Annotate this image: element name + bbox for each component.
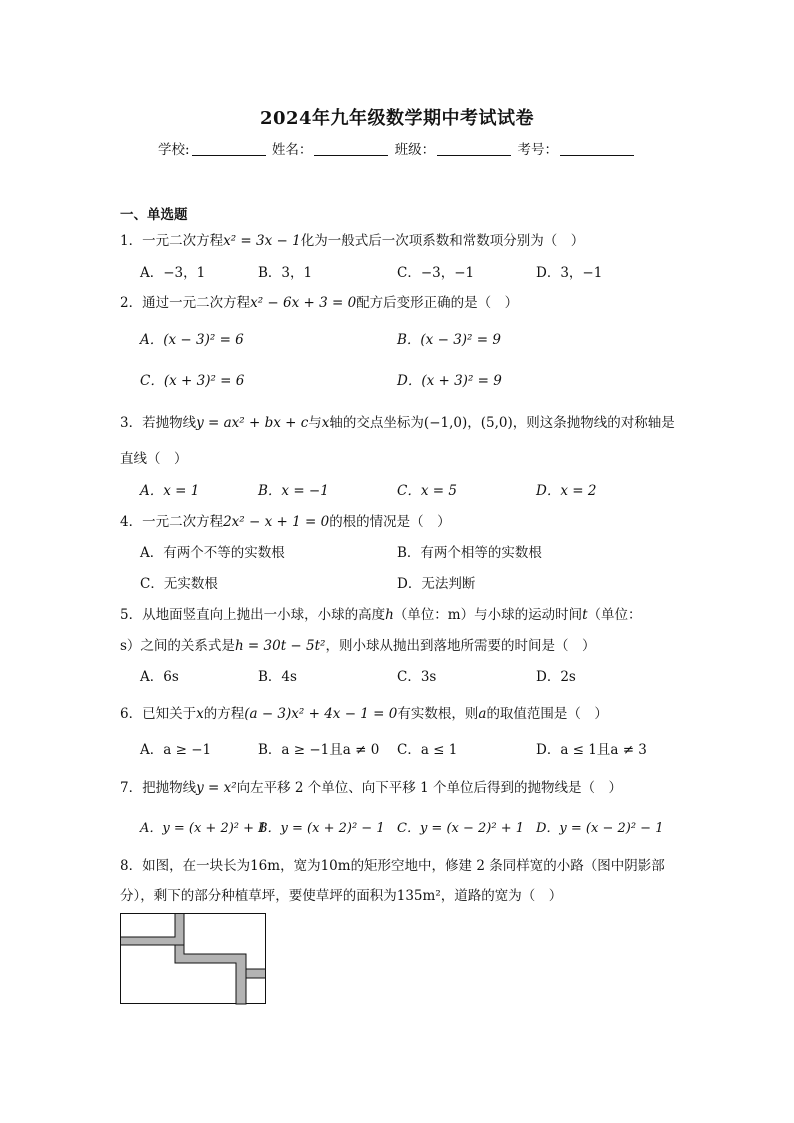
question-text: （单位： (587, 607, 642, 623)
option-d[interactable]: D．y = (x − 2)² − 1 (536, 821, 664, 836)
question-text: ，宽为 (280, 858, 321, 874)
option-c[interactable]: C．x = 5 (397, 483, 457, 499)
question-text: 化为一般式后一次项系数和常数项分别为（ ） (300, 233, 585, 249)
option-c[interactable]: C．−3，−1 (397, 265, 475, 281)
question-text: 一元二次方程 (142, 514, 224, 530)
question-1 (120, 229, 584, 249)
math-expression: (a − 3)x² + 4x − 1 = 0 (244, 706, 398, 722)
question-3-continuation: 直线（ ） (120, 451, 188, 467)
option-d[interactable]: D．a ≤ 1且a ≠ 3 (536, 742, 647, 758)
school-label: 学校: (158, 142, 190, 158)
question-2 (120, 291, 518, 311)
question-text: 轴的交点坐标为 (329, 415, 424, 431)
question-text: 若抛物线 (142, 415, 197, 431)
student-info-row (0, 138, 794, 158)
class-blank[interactable] (437, 141, 511, 156)
option-a[interactable]: A．y = (x + 2)² + 1 (140, 821, 267, 836)
question-text: 一元二次方程 (142, 233, 224, 249)
math-expression: x² = 3x − 1 (223, 233, 301, 249)
option-d[interactable]: D．2s (536, 669, 576, 685)
question-number: 8． (120, 858, 143, 874)
math-expression: y = ax² + bx + c (196, 415, 309, 431)
question-8 (120, 854, 665, 874)
question-number: 4． (120, 514, 143, 530)
question-text: 已知关于 (142, 706, 197, 722)
option-d[interactable]: D．x = 2 (536, 483, 597, 499)
question-text: 从地面竖直向上抛出一小球，小球的高度 (142, 607, 386, 623)
option-a[interactable]: A．x = 1 (140, 483, 200, 499)
question-text: 如图，在一块长为 (142, 858, 251, 874)
option-a[interactable]: A．(x − 3)² = 6 (140, 332, 244, 348)
question-text: 的根的情况是（ ） (329, 514, 451, 530)
question-text: 的取值范围是（ ） (486, 706, 608, 722)
question-7 (120, 776, 622, 796)
name-label: 姓名： (271, 142, 313, 158)
exam-no-blank[interactable] (560, 141, 634, 156)
question-text: 配方后变形正确的是（ ） (356, 295, 519, 311)
question-8-continuation (120, 884, 562, 904)
question-number: 6． (120, 706, 143, 722)
question-number: 5． (120, 607, 143, 623)
question-5-continuation (120, 634, 595, 654)
question-text: 把抛物线 (142, 780, 197, 796)
question-text: 通过一元二次方程 (142, 295, 251, 311)
option-b[interactable]: B．4s (258, 669, 297, 685)
section-heading: 一、单选题 (120, 207, 188, 223)
question-text: ，道路的宽为（ ） (440, 888, 563, 904)
option-c[interactable]: C．无实数根 (140, 576, 218, 592)
road-right (246, 969, 266, 978)
math-expression: h = 30t − 5t² (234, 638, 326, 654)
math-expression: y = x² (196, 780, 237, 796)
math-expression: 2x² − x + 1 = 0 (223, 514, 330, 530)
math-variable: a (478, 706, 487, 722)
option-b[interactable]: B．y = (x + 2)² − 1 (258, 821, 385, 836)
question-text: 有实数根，则 (397, 706, 479, 722)
option-a[interactable]: A．−3，1 (140, 265, 206, 281)
math-quantity: 16m (250, 858, 281, 874)
question-text: 与 (308, 415, 322, 431)
option-c[interactable]: C．a ≤ 1 (397, 742, 458, 758)
math-quantity: 135m² (396, 888, 441, 904)
math-variable: x (196, 706, 204, 722)
option-d[interactable]: D．(x + 3)² = 9 (397, 373, 502, 389)
math-expression: x² − 6x + 3 = 0 (250, 295, 357, 311)
question-number: 7． (120, 780, 143, 796)
math-point: (−1,0) (423, 415, 468, 431)
math-variable: x (321, 415, 330, 431)
option-d[interactable]: D．无法判断 (397, 576, 476, 592)
question-5 (120, 603, 642, 623)
question-text: （单位：m）与小球的运动时间 (393, 607, 583, 623)
option-d[interactable]: D．3，−1 (536, 265, 603, 281)
road-diagram (120, 913, 267, 1005)
option-a[interactable]: A．a ≥ −1 (140, 742, 212, 758)
question-text: ，则这条抛物线的对称轴是 (512, 415, 675, 431)
question-text: 向左平移 2 个单位、向下平移 1 个单位后得到的抛物线是（ ） (236, 780, 622, 796)
math-quantity: 10m (320, 858, 351, 874)
question-3 (120, 411, 675, 431)
option-b[interactable]: B．x = −1 (258, 483, 329, 499)
math-variable: h (385, 607, 394, 623)
school-blank[interactable] (192, 141, 266, 156)
option-b[interactable]: B．3，1 (258, 265, 313, 281)
exam-no-label: 考号： (517, 142, 558, 158)
class-label: 班级： (394, 142, 436, 158)
question-text: 的矩形空地中，修建 2 条同样宽的小路（图中阴影部 (350, 858, 665, 874)
question-text: 分），剩下的部分种植草坪，要使草坪的面积为 (120, 888, 397, 904)
question-text: 的方程 (203, 706, 245, 722)
page-title: 2024年九年级数学期中考试试卷 (259, 108, 535, 129)
option-c[interactable]: C．y = (x − 2)² + 1 (397, 821, 524, 836)
question-number: 2． (120, 295, 143, 311)
name-blank[interactable] (314, 141, 388, 156)
option-a[interactable]: A．6s (140, 669, 179, 685)
question-6 (120, 702, 608, 722)
option-b[interactable]: B．(x − 3)² = 9 (397, 332, 501, 348)
math-variable: t (582, 607, 588, 623)
question-text: ， (467, 415, 481, 431)
math-point: (5,0) (480, 415, 513, 431)
option-c[interactable]: C．(x + 3)² = 6 (140, 373, 245, 389)
question-text: s）之间的关系式是 (120, 638, 235, 654)
question-4 (120, 510, 451, 530)
option-b[interactable]: B．a ≥ −1且a ≠ 0 (258, 742, 380, 758)
option-b[interactable]: B．有两个相等的实数根 (397, 545, 542, 561)
question-number: 1． (120, 233, 143, 249)
question-text: ，则小球从抛出到落地所需要的时间是（ ） (325, 638, 596, 654)
option-c[interactable]: C．3s (397, 669, 437, 685)
question-number: 3． (120, 415, 143, 431)
option-a[interactable]: A．有两个不等的实数根 (140, 545, 285, 561)
